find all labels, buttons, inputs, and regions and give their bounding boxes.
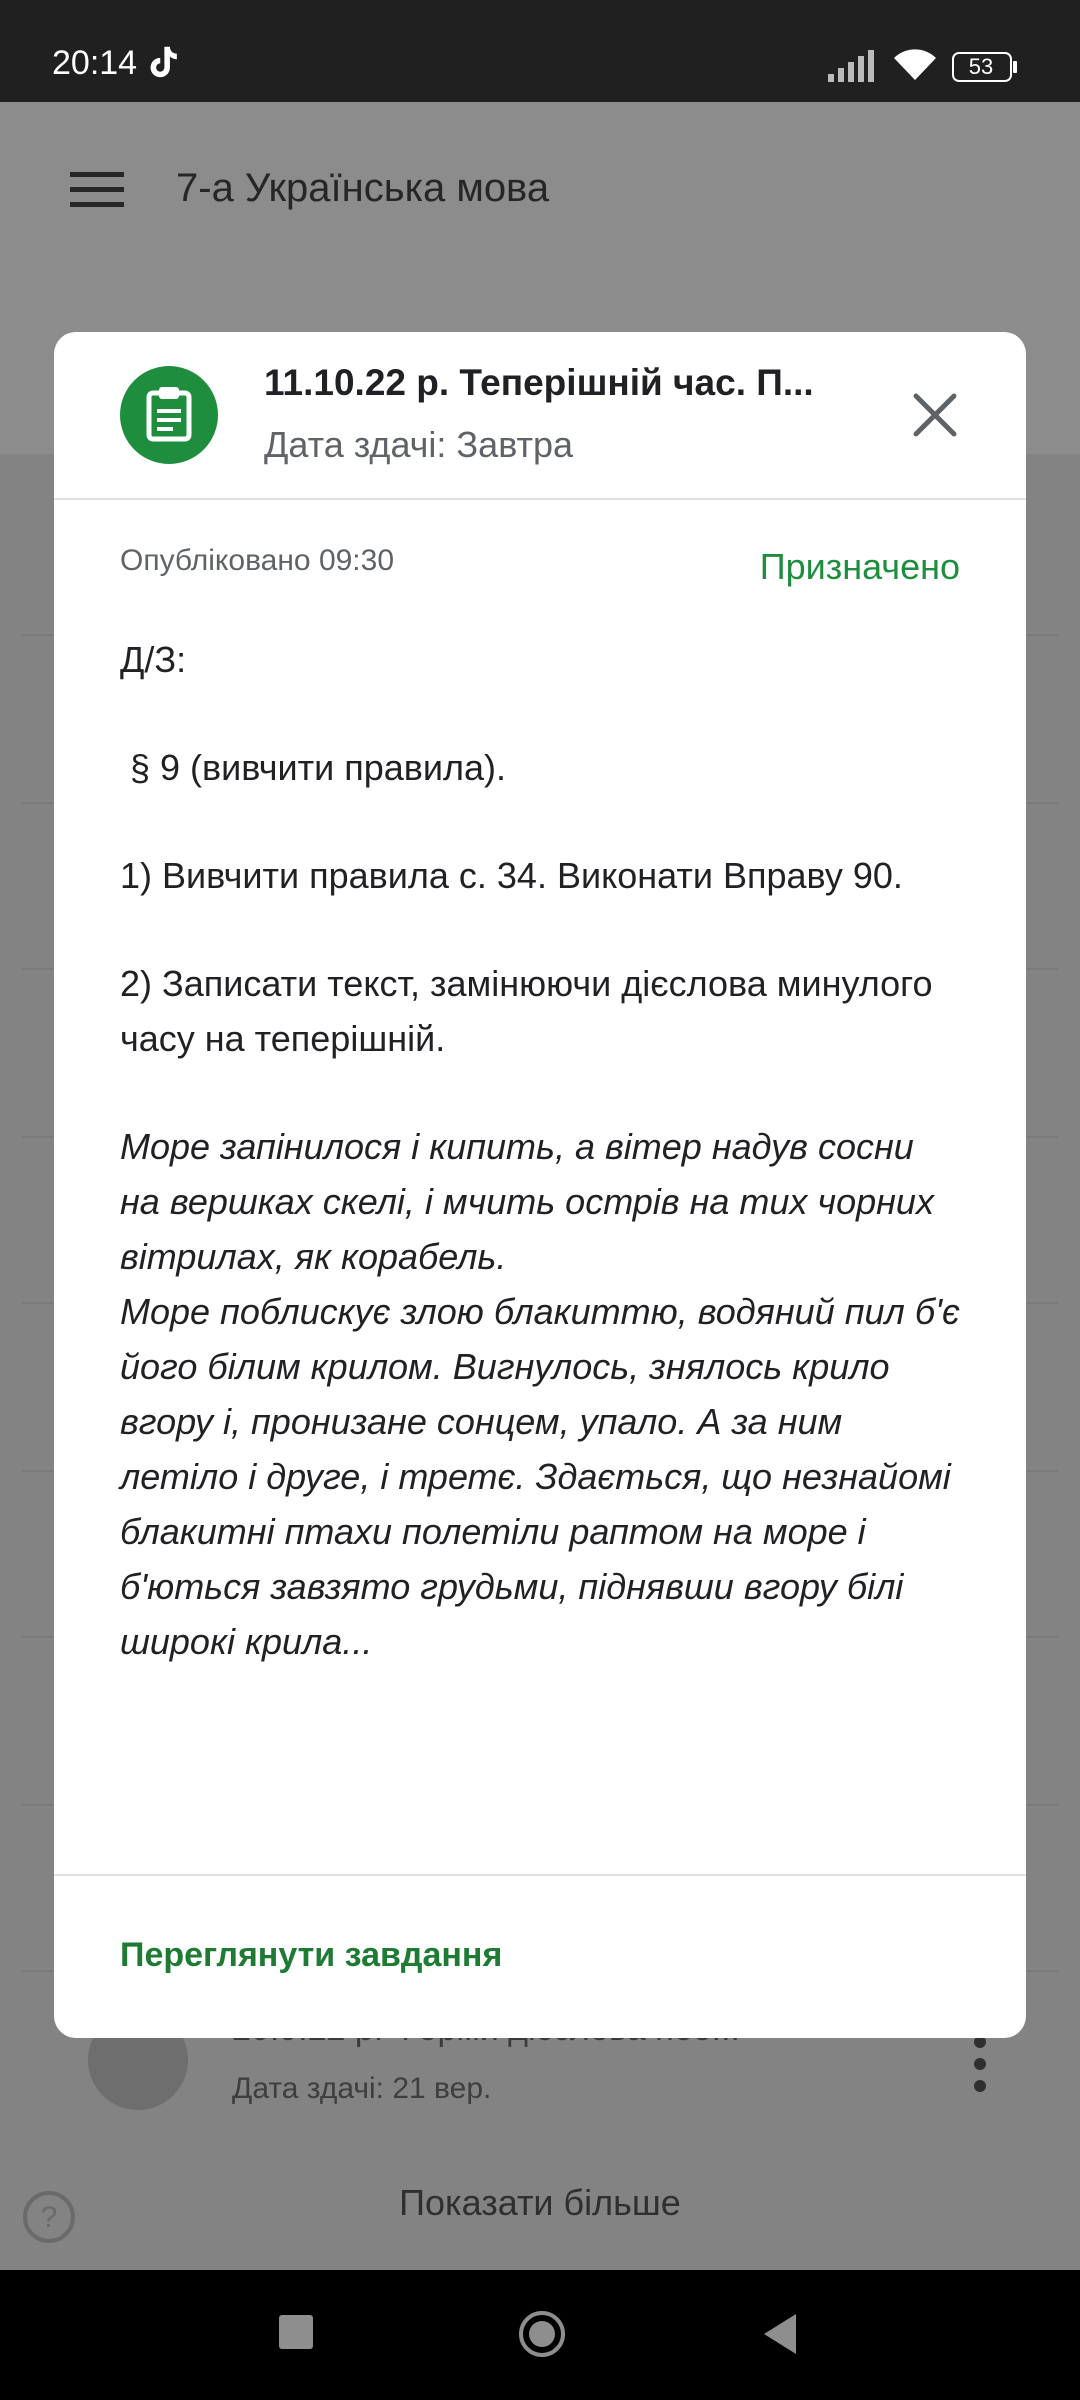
divider [54, 1874, 1026, 1876]
home-icon[interactable] [518, 2310, 566, 2358]
text-excerpt: Море запінилося і кипить, а вітер надув сосни на вершках скелі, і мчить острів на тих чорних вітрилах, як корабель. [120, 1126, 934, 1277]
dialog-due-date: Дата здачі: Завтра [264, 424, 574, 465]
recents-icon[interactable] [279, 2315, 313, 2349]
published-time: Опубліковано 09:30 [120, 544, 395, 577]
status-badge: Призначено [759, 546, 960, 587]
show-more-button[interactable]: Показати більше [399, 2182, 681, 2223]
dialog-title: 11.10.22 р. Теперішній час. П... [264, 362, 814, 403]
status-time: 20:14 [52, 44, 138, 82]
tiktok-icon [146, 44, 180, 80]
text-excerpt: Море поблискує злою блакиттю, водяний пил б'є його білим крилом. Вигнулось, знялось крило вгору і, пронизане сонцем, упало. А за ним летіло і друге, і третє. Здається, що незнайомі блакитні птахи полетіли раптом на море і б'ються завзято грудьми, піднявши вгору білі широкі крила... [120, 1291, 960, 1662]
svg-text:?: ? [40, 2201, 58, 2234]
task-item: 2) Записати текст, замінюючи дієслова минулого часу на теперішній. [120, 963, 933, 1059]
list-item-due: Дата здачі: 21 вер. [232, 2072, 492, 2105]
assignment-icon [120, 366, 218, 464]
assignment-dialog [54, 332, 1026, 2038]
task-item: 1) Вивчити правила с. 34. Виконати Вправу 90. [120, 855, 903, 896]
more-vert-icon[interactable] [970, 2034, 990, 2094]
help-icon[interactable] [22, 2190, 76, 2244]
back-icon[interactable] [760, 2310, 800, 2358]
view-task-button[interactable]: Переглянути завдання [120, 1936, 503, 1974]
divider [54, 498, 1026, 500]
status-bar [0, 0, 1080, 102]
class-title: 7-а Українська мова [176, 166, 550, 210]
battery-level: 53 [968, 54, 994, 79]
assignment-description [120, 632, 960, 1669]
signal-icon [828, 50, 878, 82]
menu-icon[interactable] [70, 170, 124, 210]
description-line: § 9 (вивчити правила). [120, 747, 507, 788]
description-line: Д/З: [120, 639, 187, 680]
close-icon[interactable] [910, 390, 960, 440]
wifi-icon [892, 46, 938, 82]
